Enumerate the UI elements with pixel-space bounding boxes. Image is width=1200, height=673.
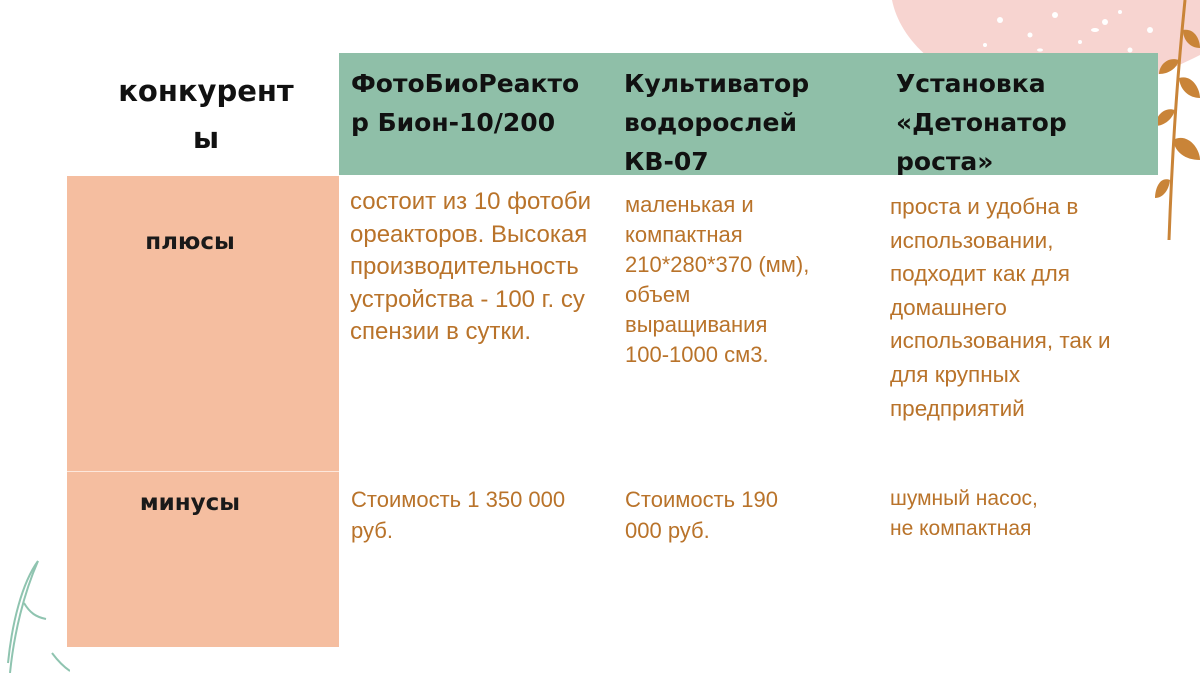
row-label-pros: плюсы (145, 229, 235, 255)
pros-cell-detonator: проста и удобна в использовании, подходит как для домашнего использования, так и для крупных предприятий (890, 194, 1111, 421)
column-header-kv07: Культиватор водорослей КВ-07 (624, 69, 810, 176)
cons-cell-bion: Стоимость 1 350 000 руб. (351, 487, 566, 543)
column-header-detonator: Установка «Детонатор роста» (896, 69, 1067, 176)
row-divider (67, 471, 339, 472)
pros-cell-bion: состоит из 10 фотобиореакторов. Высокая производительность устройства - 100 г. суспензии в сутки. (350, 188, 591, 345)
orange-branch-decoration (1155, 0, 1200, 240)
pros-cell-kv07: маленькая и компактная 210*280*370 (мм), объем выращивания 100-1000 см3. (625, 192, 810, 367)
row-label-cons: минусы (139, 490, 241, 516)
competitors-title: конкурент ы (118, 74, 294, 155)
column-header-bion: ФотоБиоРеактор Бион-10/200 (351, 69, 580, 137)
green-leaf-decoration (0, 553, 70, 673)
cons-cell-detonator: шумный насос, не компактная (890, 487, 1038, 540)
cons-cell-kv07: Стоимость 190 000 руб. (625, 487, 778, 543)
